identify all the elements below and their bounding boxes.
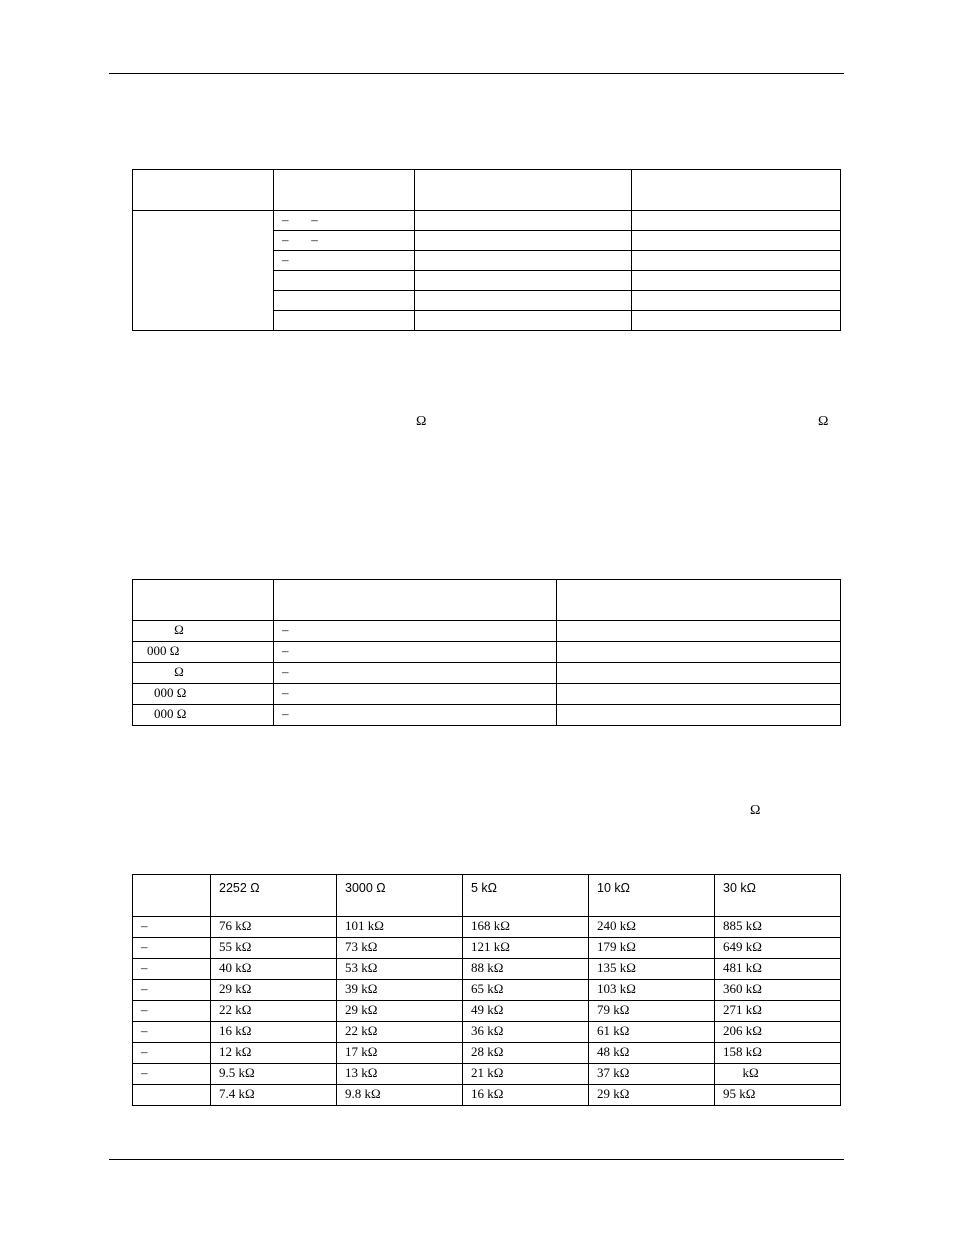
table-cell: 179 kΩ: [589, 938, 715, 959]
table-cell: 61 kΩ: [589, 1022, 715, 1043]
table-cell: 79 kΩ: [589, 1001, 715, 1022]
table-cell: 16 kΩ: [211, 1022, 337, 1043]
table-cell: [632, 291, 841, 311]
table-cell: 76 kΩ: [211, 917, 337, 938]
table-cell: –: [274, 663, 557, 684]
table-2-header: [133, 580, 841, 621]
table-cell: 17 kΩ: [337, 1043, 463, 1064]
table-row: [133, 1043, 841, 1064]
table-cell: 16 kΩ: [463, 1085, 589, 1106]
table-cell: 481 kΩ: [715, 959, 841, 980]
table-cell: 39 kΩ: [337, 980, 463, 1001]
table-cell: –: [274, 621, 557, 642]
table-2-header-cell: [557, 580, 841, 621]
table-cell: 121 kΩ: [463, 938, 589, 959]
table-cell: [632, 311, 841, 331]
table-cell: Ω: [133, 621, 274, 642]
table-cell: 36 kΩ: [463, 1022, 589, 1043]
table-cell: 13 kΩ: [337, 1064, 463, 1085]
table-cell: –: [133, 980, 211, 1001]
table-cell: 101 kΩ: [337, 917, 463, 938]
table-row: [133, 663, 841, 684]
table-cell: 240 kΩ: [589, 917, 715, 938]
table-cell: 135 kΩ: [589, 959, 715, 980]
header-rule: [109, 73, 844, 74]
table-cell: 65 kΩ: [463, 980, 589, 1001]
table-cell: –: [133, 938, 211, 959]
table-row: [133, 917, 841, 938]
table-3-header-cell: 30 kΩ: [715, 875, 841, 917]
table-1-header-cell: [274, 170, 415, 211]
table-cell: 55 kΩ: [211, 938, 337, 959]
table-row: [133, 684, 841, 705]
table-cell: –: [133, 1043, 211, 1064]
table-cell: [415, 251, 632, 271]
table-cell: 649 kΩ: [715, 938, 841, 959]
table-cell: [274, 291, 415, 311]
omega-symbol: Ω: [416, 414, 427, 429]
table-cell: [557, 642, 841, 663]
table-cell: [632, 251, 841, 271]
table-cell: 53 kΩ: [337, 959, 463, 980]
table-cell: 000 Ω: [133, 642, 274, 663]
table-3-header: [133, 875, 841, 917]
table-cell: Ω: [133, 663, 274, 684]
table-cell: [415, 231, 632, 251]
table-cell: –: [274, 705, 557, 726]
table-2: [132, 579, 841, 726]
table-cell: [557, 684, 841, 705]
table-cell: 29 kΩ: [211, 980, 337, 1001]
table-cell: – –: [274, 231, 415, 251]
table-row: [133, 211, 841, 231]
table-cell: – –: [274, 211, 415, 231]
table-cell: 9.5 kΩ: [211, 1064, 337, 1085]
table-1: [132, 169, 841, 331]
table-cell: 22 kΩ: [337, 1022, 463, 1043]
table-cell: [415, 291, 632, 311]
table-row: [133, 642, 841, 663]
table-cell: 103 kΩ: [589, 980, 715, 1001]
table-cell: –: [274, 642, 557, 663]
table-cell: 9.8 kΩ: [337, 1085, 463, 1106]
table-cell: 49 kΩ: [463, 1001, 589, 1022]
table-3-header-cell: 10 kΩ: [589, 875, 715, 917]
table-2-header-cell: [133, 580, 274, 621]
table-row: [133, 1022, 841, 1043]
table-cell: [557, 621, 841, 642]
table-cell: [133, 1085, 211, 1106]
table-cell: 12 kΩ: [211, 1043, 337, 1064]
table-cell: 360 kΩ: [715, 980, 841, 1001]
table-3-header-cell: 3000 Ω: [337, 875, 463, 917]
table-cell: 48 kΩ: [589, 1043, 715, 1064]
table-cell: 95 kΩ: [715, 1085, 841, 1106]
table-cell: [415, 271, 632, 291]
table-1-header-cell: [415, 170, 632, 211]
table-cell: 37 kΩ: [589, 1064, 715, 1085]
table-cell: [415, 311, 632, 331]
table-cell: 88 kΩ: [463, 959, 589, 980]
table-row: [133, 980, 841, 1001]
table-row: [133, 959, 841, 980]
table-cell: 000 Ω: [133, 705, 274, 726]
table-row: [133, 1064, 841, 1085]
table-cell: –: [274, 684, 557, 705]
table-row: [133, 621, 841, 642]
table-2-header-cell: [274, 580, 557, 621]
table-cell: [632, 271, 841, 291]
table-cell: 28 kΩ: [463, 1043, 589, 1064]
table-cell: kΩ: [715, 1064, 841, 1085]
table-cell: 21 kΩ: [463, 1064, 589, 1085]
table-row: [133, 938, 841, 959]
table-cell: –: [133, 959, 211, 980]
omega-symbol: Ω: [818, 414, 829, 429]
table-cell: 158 kΩ: [715, 1043, 841, 1064]
table-cell: [632, 231, 841, 251]
table-row: [133, 1085, 841, 1106]
table-cell: –: [133, 1064, 211, 1085]
table-cell: 271 kΩ: [715, 1001, 841, 1022]
table-cell: [632, 211, 841, 231]
table-cell: [274, 311, 415, 331]
table-cell: 885 kΩ: [715, 917, 841, 938]
table-cell: 168 kΩ: [463, 917, 589, 938]
table-1-header-cell: [632, 170, 841, 211]
table-1-header-cell: [133, 170, 274, 211]
table-cell: 73 kΩ: [337, 938, 463, 959]
table-3: [132, 874, 841, 1106]
table-cell: 29 kΩ: [337, 1001, 463, 1022]
table-1-header: [133, 170, 841, 211]
footer-rule: [109, 1159, 844, 1160]
table-cell: 206 kΩ: [715, 1022, 841, 1043]
table-cell: [557, 705, 841, 726]
table-cell: 000 Ω: [133, 684, 274, 705]
table-cell: –: [133, 1001, 211, 1022]
table-cell: –: [274, 251, 415, 271]
table-3-header-cell: [133, 875, 211, 917]
table-cell: 7.4 kΩ: [211, 1085, 337, 1106]
table-cell: [415, 211, 632, 231]
table-cell: 29 kΩ: [589, 1085, 715, 1106]
table-3-header-cell: 2252 Ω: [211, 875, 337, 917]
table-cell: –: [133, 1022, 211, 1043]
table-cell: 40 kΩ: [211, 959, 337, 980]
table-row: [133, 1001, 841, 1022]
table-cell: 22 kΩ: [211, 1001, 337, 1022]
table-row: [133, 705, 841, 726]
table-3-header-cell: 5 kΩ: [463, 875, 589, 917]
table-1-group-cell: [133, 211, 274, 331]
table-cell: –: [133, 917, 211, 938]
omega-symbol: Ω: [750, 803, 761, 818]
table-cell: [274, 271, 415, 291]
table-cell: [557, 663, 841, 684]
